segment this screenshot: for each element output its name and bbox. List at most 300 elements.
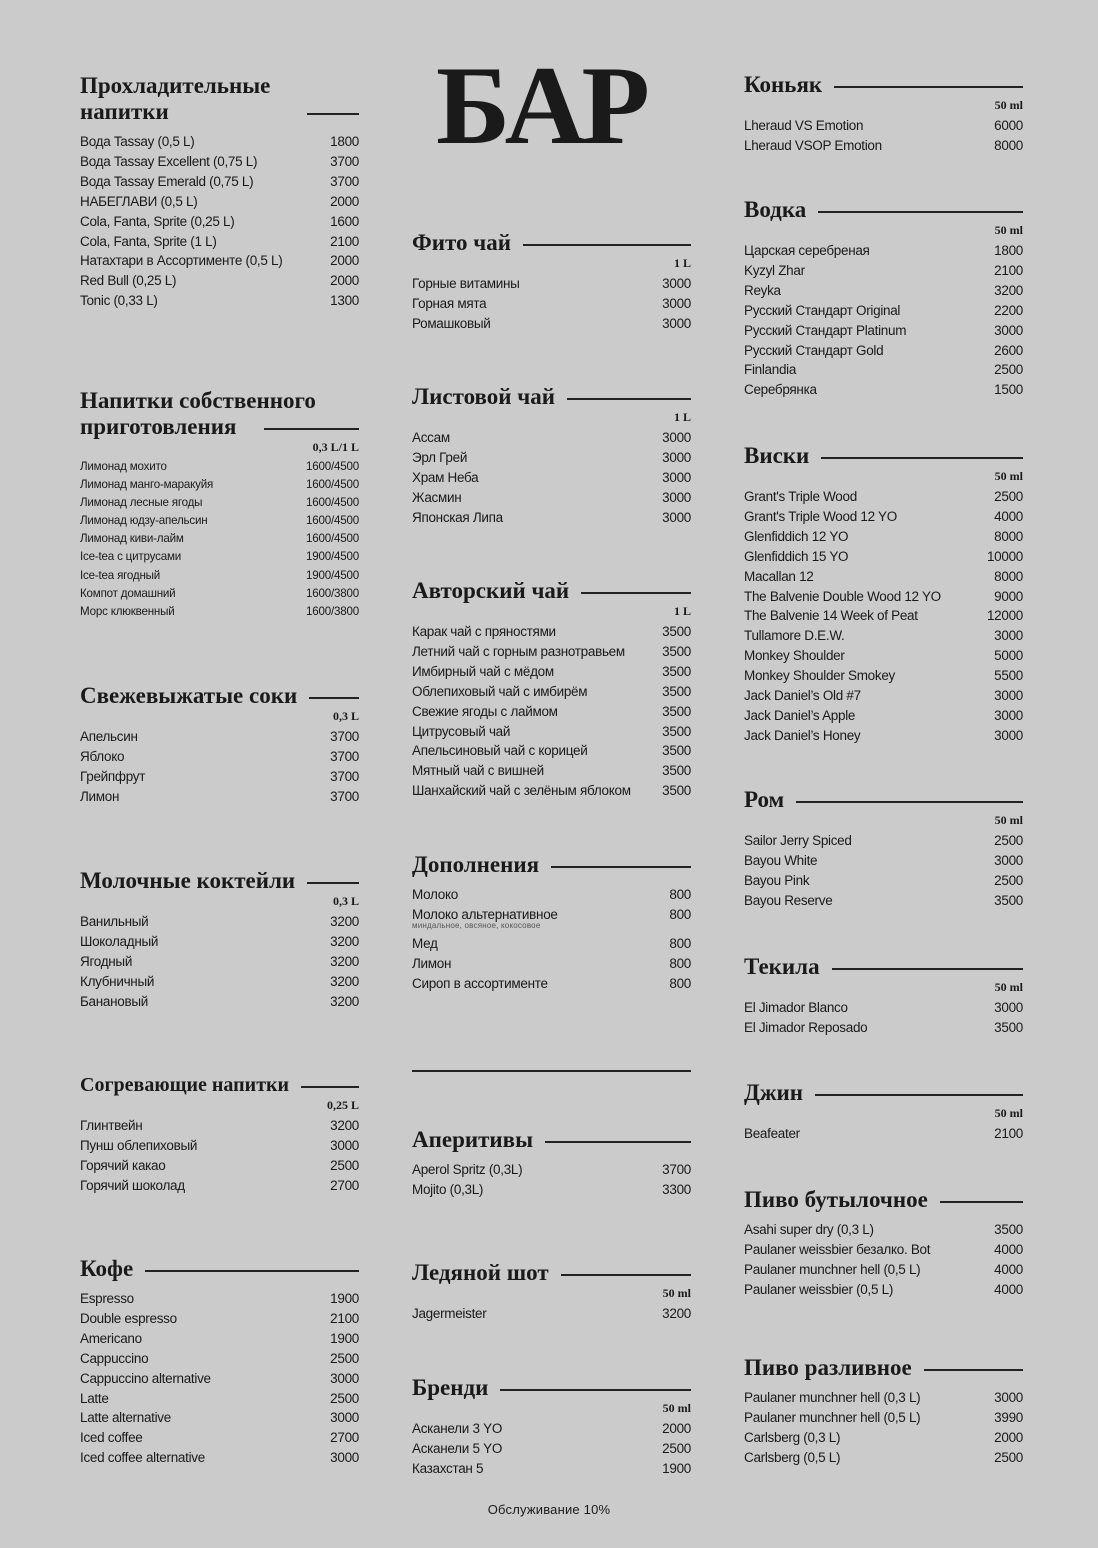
menu-item xyxy=(744,646,1023,666)
menu-item xyxy=(744,380,1023,400)
item-list xyxy=(412,274,691,334)
menu-item xyxy=(744,1428,1023,1448)
item-name: Jagermeister xyxy=(412,1306,487,1321)
item-list xyxy=(80,458,359,621)
menu-item xyxy=(412,1304,691,1324)
menu-item xyxy=(80,291,359,311)
item-name: Карак чай с пряностями xyxy=(412,624,556,639)
item-name: Русский Стандарт Original xyxy=(744,302,901,318)
menu-item xyxy=(80,1389,359,1409)
item-name: Царская серебреная xyxy=(744,243,870,258)
item-price: 3000 xyxy=(662,449,691,465)
item-price: 3700 xyxy=(330,173,359,189)
unit-label: 50 ml xyxy=(662,1401,691,1415)
item-price: 4000 xyxy=(994,1281,1023,1297)
menu-item xyxy=(744,1240,1023,1260)
item-price: 2500 xyxy=(662,1440,691,1456)
item-price: 3000 xyxy=(662,295,691,311)
item-list xyxy=(744,1388,1023,1468)
item-name: Beafeater xyxy=(744,1126,800,1141)
section-ice-shot xyxy=(412,1260,691,1324)
menu-item xyxy=(412,885,691,905)
menu-item xyxy=(744,1408,1023,1428)
item-price: 1600/4500 xyxy=(305,460,359,473)
menu-item xyxy=(744,851,1023,871)
item-price: 2100 xyxy=(330,233,359,249)
item-price: 1900/4500 xyxy=(305,568,359,582)
item-price: 2500 xyxy=(994,872,1023,888)
item-price: 2500 xyxy=(994,489,1023,504)
item-list xyxy=(80,727,359,807)
section-divider xyxy=(561,1274,691,1276)
menu-item xyxy=(412,508,691,528)
menu-item xyxy=(80,1289,359,1309)
section-title: Пиво разливное xyxy=(744,1355,912,1380)
menu-item xyxy=(80,1176,359,1196)
menu-item xyxy=(744,281,1023,301)
section-title: Бренди xyxy=(412,1375,489,1400)
section-divider xyxy=(145,1270,359,1272)
item-price: 3500 xyxy=(662,683,691,699)
item-name: Cappuccino alternative xyxy=(80,1370,211,1386)
menu-item xyxy=(412,428,691,448)
menu-item xyxy=(80,603,359,621)
item-price: 2500 xyxy=(330,1350,359,1366)
item-price: 3200 xyxy=(330,1118,359,1133)
section-divider xyxy=(545,1141,691,1143)
item-price: 1300 xyxy=(330,293,359,309)
section-divider xyxy=(264,428,359,430)
item-price: 10000 xyxy=(986,548,1023,564)
item-list xyxy=(412,428,691,528)
item-name: Горные витамины xyxy=(412,276,520,291)
menu-item xyxy=(80,132,359,152)
menu-item xyxy=(744,831,1023,851)
item-price: 3200 xyxy=(330,993,359,1009)
unit-label: 50 ml xyxy=(994,1106,1023,1120)
item-price: 3000 xyxy=(994,1390,1023,1405)
item-name: Горная мята xyxy=(412,295,487,311)
item-price: 3200 xyxy=(330,914,359,929)
menu-item xyxy=(80,1116,359,1136)
menu-item xyxy=(80,512,359,530)
item-price: 2000 xyxy=(330,273,359,289)
menu-item xyxy=(412,488,691,508)
menu-item xyxy=(80,152,359,172)
item-name: Lheraud VS Emotion xyxy=(744,118,864,133)
item-name: Казахстан 5 xyxy=(412,1460,484,1476)
item-price: 3000 xyxy=(994,1000,1023,1015)
item-price: 3000 xyxy=(994,628,1023,644)
item-list xyxy=(412,1304,691,1324)
item-name: Вода Tassay (0,5 L) xyxy=(80,134,195,149)
menu-item xyxy=(412,761,691,781)
menu-item xyxy=(80,992,359,1012)
item-name: Bayou White xyxy=(744,852,818,868)
item-price: 2500 xyxy=(994,362,1023,378)
item-name: Молоко xyxy=(412,887,458,902)
item-name: Ice-tea ягодный xyxy=(80,568,161,582)
item-name: Cola, Fanta, Sprite (1 L) xyxy=(80,233,217,249)
unit-label: 50 ml xyxy=(994,98,1023,112)
item-name: Americano xyxy=(80,1330,142,1346)
menu-item xyxy=(744,487,1023,507)
menu-item xyxy=(80,1156,359,1176)
item-name: Aperol Spritz (0,3L) xyxy=(412,1162,523,1177)
item-name: Glenfiddich 15 YO xyxy=(744,548,849,564)
menu-item xyxy=(744,998,1023,1018)
item-price: 3700 xyxy=(330,748,359,764)
menu-item xyxy=(744,1124,1023,1144)
menu-item xyxy=(412,934,691,954)
menu-item xyxy=(744,116,1023,136)
item-price: 2000 xyxy=(330,253,359,269)
menu-item xyxy=(744,241,1023,261)
menu-item xyxy=(744,726,1023,746)
item-name: Лимонад киви-лайм xyxy=(80,532,184,546)
unit-label: 0,3 L xyxy=(332,894,359,908)
menu-item xyxy=(80,1448,359,1468)
section-title: Коньяк xyxy=(744,72,823,97)
item-name: Reyka xyxy=(744,282,781,298)
menu-item xyxy=(744,136,1023,156)
item-price: 3200 xyxy=(330,973,359,989)
item-name: The Balvenie Double Wood 12 YO xyxy=(744,588,941,604)
item-price: 4000 xyxy=(994,1261,1023,1277)
section-divider xyxy=(309,697,359,699)
item-price: 2000 xyxy=(662,1421,691,1436)
section-title: Согревающие напитки xyxy=(80,1074,290,1096)
section-bottled-beer xyxy=(744,1187,1023,1300)
item-name: Молоко альтернативное xyxy=(412,906,558,922)
item-price: 1600/4500 xyxy=(305,496,359,510)
menu-item xyxy=(80,932,359,952)
item-name: Свежие ягоды с лаймом xyxy=(412,703,558,719)
menu-item xyxy=(744,1260,1023,1280)
item-name: Paulaner munchner hell (0,5 L) xyxy=(744,1261,921,1277)
item-name: Пунш облепиховый xyxy=(80,1137,198,1153)
item-price: 3700 xyxy=(330,153,359,169)
section-title: Ледяной шот xyxy=(412,1260,549,1285)
menu-item xyxy=(412,1439,691,1459)
section-divider xyxy=(940,1201,1023,1203)
item-name: Мед xyxy=(412,935,438,951)
menu-item xyxy=(744,1280,1023,1300)
item-list xyxy=(80,132,359,311)
menu-item xyxy=(744,567,1023,587)
item-name: Лимонад мохито xyxy=(80,460,167,473)
item-name: Шоколадный xyxy=(80,933,159,949)
item-price: 1900 xyxy=(662,1460,691,1476)
item-name: Эрл Грей xyxy=(412,449,468,465)
section-herbal-tea xyxy=(412,230,691,334)
item-price: 3000 xyxy=(662,469,691,485)
section-draft-beer xyxy=(744,1355,1023,1468)
section-divider xyxy=(307,113,359,115)
section-title: Ром xyxy=(744,787,785,812)
menu-item xyxy=(412,974,691,994)
item-price: 6000 xyxy=(994,118,1023,133)
item-price: 3000 xyxy=(994,707,1023,723)
item-price: 3700 xyxy=(330,788,359,804)
menu-item xyxy=(412,1180,691,1200)
item-price: 3500 xyxy=(994,1019,1023,1035)
item-price: 3300 xyxy=(662,1181,691,1197)
item-name: Cappuccino xyxy=(80,1350,149,1366)
item-price: 2500 xyxy=(994,1449,1023,1465)
menu-item xyxy=(744,666,1023,686)
menu-item xyxy=(412,314,691,334)
menu-item xyxy=(744,626,1023,646)
item-name: Цитрусовый чай xyxy=(412,723,511,739)
section-milkshakes xyxy=(80,868,359,1012)
item-name: Mojito (0,3L) xyxy=(412,1181,484,1197)
item-name: Monkey Shoulder Smokey xyxy=(744,668,895,684)
menu-item xyxy=(744,1220,1023,1240)
menu-item xyxy=(80,548,359,566)
menu-item xyxy=(412,448,691,468)
item-name: Натахтари в Ассортименте (0,5 L) xyxy=(80,253,283,269)
section-divider xyxy=(821,457,1023,459)
menu-item xyxy=(80,747,359,767)
item-price: 2700 xyxy=(330,1177,359,1193)
menu-item xyxy=(80,585,359,603)
item-list xyxy=(80,1116,359,1196)
item-name: Macallan 12 xyxy=(744,568,814,584)
section-title: Молочные коктейли xyxy=(80,868,296,893)
item-price: 3500 xyxy=(662,743,691,759)
item-name: Lheraud VSOP Emotion xyxy=(744,137,882,153)
item-price: 4000 xyxy=(994,1241,1023,1257)
item-name: Ягодный xyxy=(80,953,133,969)
menu-item xyxy=(744,301,1023,321)
section-divider xyxy=(796,801,1023,803)
item-price: 3000 xyxy=(662,430,691,445)
item-name: Ромашковый xyxy=(412,315,491,331)
item-name: Апельсиновый чай с корицей xyxy=(412,743,588,759)
section-fresh-juices xyxy=(80,683,359,807)
item-price: 3000 xyxy=(330,1370,359,1386)
menu-item xyxy=(412,781,691,801)
item-name: Клубничный xyxy=(80,973,155,989)
section-divider xyxy=(523,244,691,246)
section-divider xyxy=(412,1070,691,1072)
menu-item xyxy=(80,1408,359,1428)
item-price: 3700 xyxy=(330,768,359,784)
item-price: 800 xyxy=(669,887,691,902)
section-divider xyxy=(500,1389,691,1391)
menu-item xyxy=(80,232,359,252)
item-name: Jack Daniel’s Honey xyxy=(744,727,861,743)
section-title: Авторский чай xyxy=(412,578,570,603)
section-tequila xyxy=(744,954,1023,1038)
menu-item xyxy=(744,891,1023,911)
menu-item xyxy=(744,1388,1023,1408)
item-price: 2200 xyxy=(994,302,1023,318)
item-name: Русский Стандарт Platinum xyxy=(744,322,907,338)
item-name: Asahi super dry (0,3 L) xyxy=(744,1222,874,1237)
item-list xyxy=(744,116,1023,156)
item-name: Лимонад лесные ягоды xyxy=(80,496,203,510)
section-divider xyxy=(815,1094,1023,1096)
item-price: 2500 xyxy=(994,833,1023,848)
item-price: 2500 xyxy=(330,1390,359,1406)
menu-item xyxy=(80,494,359,512)
item-name: Горячий какао xyxy=(80,1157,166,1173)
item-name: Глинтвейн xyxy=(80,1118,143,1133)
item-name: Апельсин xyxy=(80,729,138,744)
item-price: 3000 xyxy=(994,727,1023,743)
item-price: 4000 xyxy=(994,508,1023,524)
section-divider xyxy=(301,1086,359,1088)
item-list xyxy=(412,885,691,994)
item-price: 3500 xyxy=(994,892,1023,908)
menu-item xyxy=(80,767,359,787)
item-price: 2500 xyxy=(330,1157,359,1173)
page-title: БАР xyxy=(436,44,646,168)
item-name: Шанхайский чай с зелёным яблоком xyxy=(412,783,631,799)
item-price: 3500 xyxy=(662,643,691,659)
item-price: 3200 xyxy=(662,1306,691,1321)
item-name: Cola, Fanta, Sprite (0,25 L) xyxy=(80,213,235,229)
item-price: 3000 xyxy=(330,1450,359,1466)
menu-item xyxy=(744,321,1023,341)
menu-item xyxy=(744,587,1023,607)
item-price: 3500 xyxy=(662,663,691,679)
item-price: 9000 xyxy=(994,588,1023,604)
item-price: 3500 xyxy=(662,723,691,739)
item-name: Ассам xyxy=(412,430,450,445)
item-list xyxy=(744,241,1023,400)
item-name: Sailor Jerry Spiced xyxy=(744,833,852,848)
item-list xyxy=(412,622,691,801)
section-divider xyxy=(834,86,1023,88)
section-aperitifs xyxy=(412,1127,691,1200)
menu-item xyxy=(80,1349,359,1369)
item-price: 2100 xyxy=(994,1126,1023,1141)
item-name: Carlsberg (0,5 L) xyxy=(744,1449,841,1465)
item-price: 3500 xyxy=(662,783,691,799)
item-price: 1500 xyxy=(994,382,1023,398)
item-price: 2600 xyxy=(994,342,1023,358)
item-list xyxy=(744,831,1023,911)
section-title: Текила xyxy=(744,954,820,979)
item-name: Лимонад манго-маракуйя xyxy=(80,478,214,492)
item-name: Tullamore D.E.W. xyxy=(744,628,845,644)
section-title: Аперитивы xyxy=(412,1127,534,1152)
item-name: Банановый xyxy=(80,993,149,1009)
section-whisky xyxy=(744,443,1023,746)
menu-item xyxy=(80,172,359,192)
item-price: 1900 xyxy=(330,1291,359,1306)
item-name: Лимон xyxy=(80,788,120,804)
unit-label: 50 ml xyxy=(662,1286,691,1300)
item-price: 3200 xyxy=(994,282,1023,298)
item-price: 800 xyxy=(669,955,691,971)
menu-item xyxy=(412,662,691,682)
item-name: Ice-tea с цитрусами xyxy=(80,550,181,564)
item-name: Имбирный чай с мёдом xyxy=(412,663,554,679)
item-name: Espresso xyxy=(80,1291,134,1306)
section-title: Напитки собственного приготовления xyxy=(80,388,316,439)
section-warming-drinks xyxy=(80,1072,359,1196)
item-price: 3000 xyxy=(994,322,1023,338)
item-name: Iced coffee alternative xyxy=(80,1450,205,1466)
unit-label: 0,3 L/1 L xyxy=(312,440,359,454)
menu-item xyxy=(412,1160,691,1180)
item-price: 3500 xyxy=(994,1222,1023,1237)
item-price: 5000 xyxy=(994,648,1023,664)
section-divider xyxy=(581,592,691,594)
section-title: Дополнения xyxy=(412,852,540,877)
unit-label: 1 L xyxy=(673,604,691,618)
service-charge-note: Обслуживание 10% xyxy=(487,1502,611,1517)
item-name: Jack Daniel’s Apple xyxy=(744,707,856,723)
section-title: Пиво бутылочное xyxy=(744,1187,928,1212)
section-divider xyxy=(307,882,359,884)
section-title: Свежевыжатые соки xyxy=(80,683,298,708)
menu-item xyxy=(80,212,359,232)
menu-item xyxy=(412,1459,691,1479)
unit-label: 50 ml xyxy=(994,813,1023,827)
item-price: 800 xyxy=(669,906,691,922)
section-house-drinks xyxy=(80,388,359,621)
item-name: НАБЕГЛАВИ (0,5 L) xyxy=(80,193,198,209)
menu-item xyxy=(744,547,1023,567)
item-price: 8000 xyxy=(994,528,1023,544)
menu-item xyxy=(80,1369,359,1389)
menu-item xyxy=(412,741,691,761)
item-price: 8000 xyxy=(994,568,1023,584)
item-name: Японская Липа xyxy=(412,509,503,525)
item-name: Храм Неба xyxy=(412,469,479,485)
item-name: Горячий шоколад xyxy=(80,1177,185,1193)
menu-item xyxy=(412,468,691,488)
menu-item xyxy=(744,871,1023,891)
item-name: Облепиховый чай с имбирём xyxy=(412,683,588,699)
item-list xyxy=(744,998,1023,1038)
menu-item xyxy=(744,686,1023,706)
item-name: Серебрянка xyxy=(744,382,817,398)
unit-label: 50 ml xyxy=(994,980,1023,994)
item-price: 3200 xyxy=(330,953,359,969)
item-name: Bayou Reserve xyxy=(744,892,833,908)
item-name: Double espresso xyxy=(80,1310,177,1326)
item-price: 1600 xyxy=(330,213,359,229)
item-price: 3000 xyxy=(662,315,691,331)
item-name: Лимонад юдзу-апельсин xyxy=(80,514,208,528)
section-signature-tea xyxy=(412,578,691,801)
item-price: 2100 xyxy=(994,262,1023,278)
item-name: El Jimador Blanco xyxy=(744,1000,848,1015)
item-name: Glenfiddich 12 YO xyxy=(744,528,849,544)
item-price: 1600/4500 xyxy=(305,532,359,546)
menu-item xyxy=(80,1309,359,1329)
item-price: 3500 xyxy=(662,624,691,639)
menu-item xyxy=(744,606,1023,626)
item-name: Жасмин xyxy=(412,489,462,505)
section-divider xyxy=(567,398,691,400)
item-price: 1900/4500 xyxy=(305,550,359,564)
menu-item xyxy=(80,1428,359,1448)
menu-item xyxy=(744,341,1023,361)
section-title: Фито чай xyxy=(412,230,511,255)
item-name: Paulaner munchner hell (0,5 L) xyxy=(744,1409,921,1425)
item-price: 1800 xyxy=(994,243,1023,258)
item-list xyxy=(412,1160,691,1200)
item-name: Асканели 3 YO xyxy=(412,1421,503,1436)
item-price: 2700 xyxy=(330,1430,359,1446)
